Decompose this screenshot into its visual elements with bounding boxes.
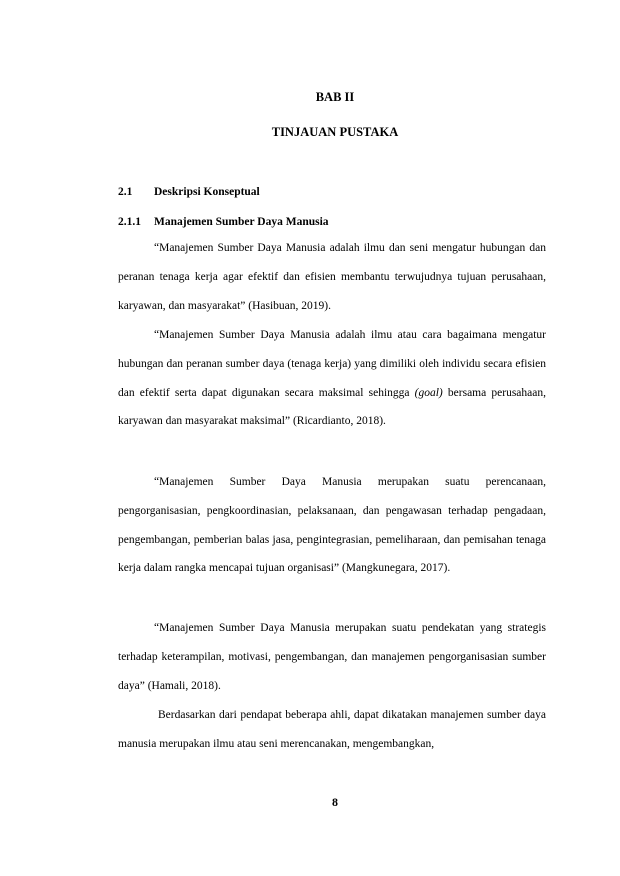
paragraph-ricardianto: [118, 321, 546, 436]
section-number: 2.1: [118, 186, 133, 198]
paragraph-mangkunegara: “Manajemen Sumber Daya Manusia merupakan suatu perencanaan, pengorganisasian, pengkoordinasian, pelaksanaan, dan pengawasan terhadap pengadaan, pengembangan, pemberian balas jasa, pengintegrasian, pemeliharaan, dan pemisahan tenaga kerja dalam rangka mencapai tujuan organisasi” (Mangkunegara, 2017).: [118, 476, 546, 575]
section-number: 2.1.1: [118, 216, 141, 228]
paragraph-hasibuan: “Manajemen Sumber Daya Manusia adalah ilmu dan seni mengatur hubungan dan peranan tenaga kerja agar efektif dan efisien membantu terwujudnya tujuan perusahaan, karyawan, dan masyarakat” (Hasibuan, 2019).: [118, 242, 546, 312]
section-heading-2-1-1: [118, 216, 329, 228]
paragraph-conclusion: Berdasarkan dari pendapat beberapa ahli, dapat dikatakan manajemen sumber daya manusia merupakan ilmu atau seni merencanakan, mengembangkan,: [118, 709, 546, 750]
section-title: Manajemen Sumber Daya Manusia: [154, 216, 329, 228]
page-number: 8: [332, 795, 338, 809]
italic-term: (goal): [414, 386, 443, 399]
chapter-number: BAB II: [315, 90, 355, 104]
paragraph-hamali: “Manajemen Sumber Daya Manusia merupakan suatu pendekatan yang strategis terhadap keterampilan, motivasi, pengembangan, dan manajemen pengorganisasian sumber daya” (Hamali, 2018).: [118, 622, 546, 692]
paragraph-text: bersama perusahaan, karyawan dan masyarakat maksimal” (Ricardianto, 2018).: [118, 386, 546, 428]
section-heading-2-1: [118, 186, 260, 198]
section-title: Deskripsi Konseptual: [154, 186, 260, 198]
chapter-title: TINJAUAN PUSTAKA: [271, 125, 399, 139]
paragraph-text: “Manajemen Sumber Daya Manusia adalah ilmu atau cara bagaimana mengatur hubungan dan peranan sumber daya (tenaga kerja) yang dimiliki oleh individu secara efisien dan efektif serta dapat digunakan secara maksimal sehingga: [118, 329, 546, 399]
